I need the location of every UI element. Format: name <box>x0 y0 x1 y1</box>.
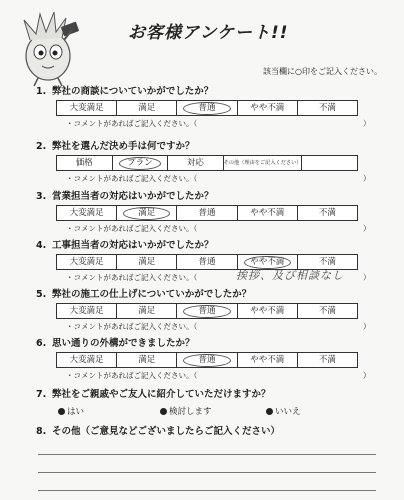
option-dissatisfied[interactable]: 不満 <box>318 208 336 218</box>
option-normal[interactable]: 普通 <box>177 101 237 115</box>
handwritten-comment: 挨拶、及び相談なし <box>236 269 344 282</box>
instruction-text: 該当欄に○印をご記入ください。 <box>263 67 382 76</box>
question-number: 1. <box>36 86 47 97</box>
option-somewhat-dissatisfied[interactable]: やや不満 <box>238 353 298 367</box>
question-1 <box>36 85 376 129</box>
option-very-satisfied[interactable]: 大変満足 <box>57 353 117 367</box>
option-other-reason[interactable] <box>302 156 357 170</box>
option-very-satisfied[interactable]: 大変満足 <box>57 255 117 269</box>
question-title <box>36 288 376 301</box>
option-somewhat-dissatisfied[interactable]: やや不満 <box>238 255 298 269</box>
mascot-icon <box>18 6 82 88</box>
option-somewhat-dissatisfied[interactable]: やや不満 <box>238 101 298 115</box>
comment-line[interactable] <box>66 370 376 381</box>
question-title <box>36 388 376 401</box>
option-normal[interactable]: 普通 <box>177 206 237 220</box>
option-normal[interactable]: 普通 <box>177 304 237 318</box>
option-satisfied[interactable]: 満足 <box>117 353 177 367</box>
page-title: お客様アンケート!! <box>128 23 289 43</box>
comment-prompt: ・コメントがあればご記入ください。（ <box>66 322 198 331</box>
question-5 <box>36 288 376 332</box>
option-label: 検討します <box>169 407 212 417</box>
rating-grid <box>56 352 358 368</box>
question-number: 2. <box>36 141 47 152</box>
bullet-icon <box>266 408 273 415</box>
question-number: 7. <box>36 389 47 400</box>
option-plan[interactable]: プラン <box>113 156 169 170</box>
option-dissatisfied[interactable]: 不満 <box>318 355 336 365</box>
option-very-satisfied[interactable]: 大変満足 <box>57 304 117 318</box>
question-title <box>36 190 376 203</box>
question-title <box>36 140 376 153</box>
comment-line[interactable] <box>66 118 376 129</box>
question-6 <box>36 337 376 381</box>
option-price[interactable]: 価格 <box>57 156 113 170</box>
question-title <box>36 239 376 252</box>
bullet-icon <box>160 408 167 415</box>
option-very-satisfied[interactable]: 大変満足 <box>57 206 117 220</box>
writing-line[interactable] <box>38 454 376 455</box>
question-text: 弊社をご親戚やご友人に紹介していただけますか？ <box>52 389 271 400</box>
question-text: 弊社の施工の仕上げについていかがでしたか？ <box>52 289 252 300</box>
rating-grid <box>56 254 358 270</box>
question-text: その他（ご意見などございましたらご記入ください） <box>52 426 281 437</box>
option-very-satisfied[interactable]: 大変満足 <box>57 101 117 115</box>
question-number: 3. <box>36 191 47 202</box>
option-no[interactable] <box>266 405 301 417</box>
option-somewhat-dissatisfied[interactable]: やや不満 <box>238 206 298 220</box>
rating-grid <box>56 303 358 319</box>
option-considering[interactable] <box>160 405 212 417</box>
option-label: いいえ <box>275 407 301 417</box>
question-number: 8. <box>36 426 47 437</box>
option-normal[interactable]: 普通 <box>177 353 237 367</box>
question-title <box>36 337 376 350</box>
rating-grid <box>56 205 358 221</box>
comment-line[interactable] <box>66 269 376 283</box>
question-4 <box>36 239 376 283</box>
option-label: はい <box>67 407 85 417</box>
option-normal[interactable]: 普通 <box>177 255 237 269</box>
question-text: 営業担当者の対応はいかがでしたか？ <box>52 191 214 202</box>
option-dissatisfied[interactable]: 不満 <box>318 103 336 113</box>
question-2 <box>36 140 376 184</box>
question-text: 弊社の商談についていかがでしたか？ <box>52 86 214 97</box>
comment-close: ） <box>363 119 371 128</box>
question-text: 思い通りの外構ができましたか？ <box>52 338 195 349</box>
comment-line[interactable] <box>66 321 376 332</box>
question-title <box>36 85 376 98</box>
comment-prompt: ・コメントがあればご記入ください。（ <box>66 273 198 282</box>
option-somewhat-dissatisfied[interactable]: やや不満 <box>238 304 298 318</box>
question-text: 弊社を選んだ決め手は何ですか？ <box>52 141 195 152</box>
question-text: 工事担当者の対応はいかがでしたか？ <box>52 240 214 251</box>
comment-close: ） <box>363 273 371 282</box>
comment-line[interactable] <box>66 173 376 184</box>
comment-prompt: ・コメントがあればご記入ください。（ <box>66 371 198 380</box>
question-7 <box>36 388 376 401</box>
bullet-icon <box>58 408 65 415</box>
choice-grid <box>56 155 358 171</box>
question-number: 5. <box>36 289 47 300</box>
comment-close: ） <box>363 322 371 331</box>
comment-prompt: ・コメントがあればご記入ください。（ <box>66 119 198 128</box>
question-3 <box>36 190 376 234</box>
question-number: 6. <box>36 338 47 349</box>
question-number: 4. <box>36 240 47 251</box>
question-8 <box>36 425 376 438</box>
option-yes[interactable] <box>58 405 84 417</box>
option-satisfied[interactable]: 満足 <box>117 255 177 269</box>
option-other[interactable]: その他（理由をご記入ください） <box>224 156 303 170</box>
option-satisfied[interactable]: 満足 <box>117 206 177 220</box>
comment-close: ） <box>363 224 371 233</box>
comment-line[interactable] <box>66 223 376 234</box>
question-title <box>36 425 376 438</box>
option-dissatisfied[interactable]: 不満 <box>318 306 336 316</box>
option-satisfied[interactable]: 満足 <box>117 101 177 115</box>
comment-close: ） <box>363 371 371 380</box>
option-service[interactable]: 対応 <box>168 156 224 170</box>
rating-grid <box>56 100 358 116</box>
comment-prompt: ・コメントがあればご記入ください。（ <box>66 224 198 233</box>
writing-line[interactable] <box>38 472 376 473</box>
option-satisfied[interactable]: 満足 <box>117 304 177 318</box>
comment-close: ） <box>363 174 371 183</box>
writing-line[interactable] <box>38 490 376 491</box>
comment-prompt: ・コメントがあればご記入ください。（ <box>66 174 198 183</box>
option-dissatisfied[interactable]: 不満 <box>318 257 336 267</box>
